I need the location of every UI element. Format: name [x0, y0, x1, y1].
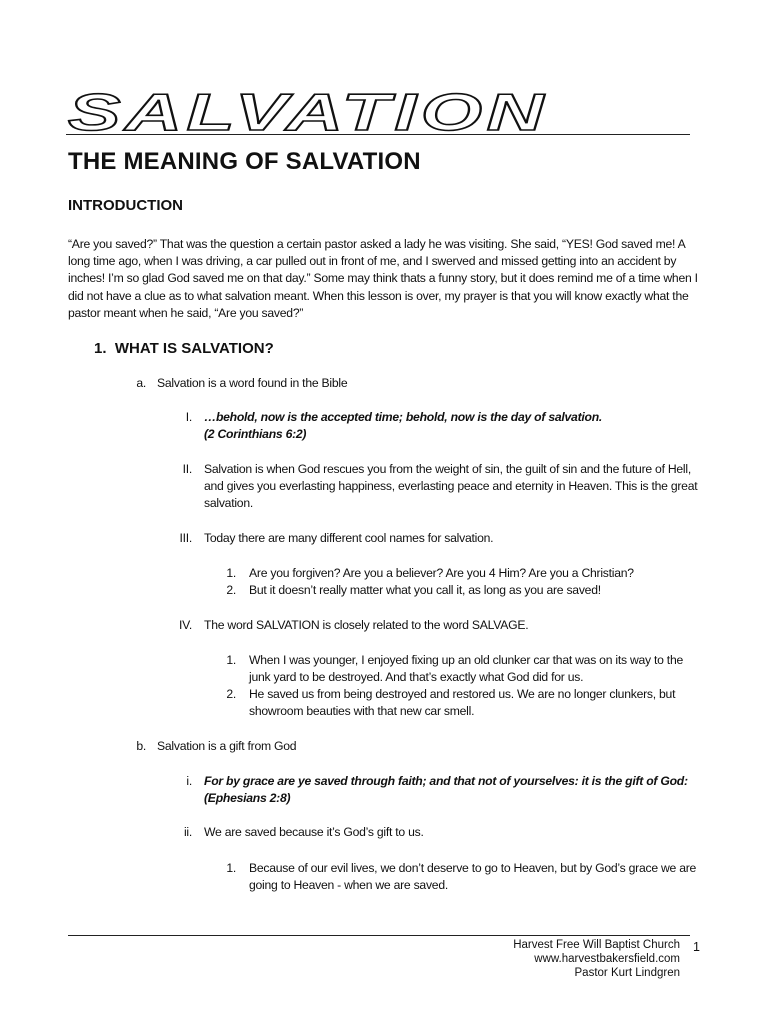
item-III-2-marker: 2. — [226, 583, 236, 597]
item-IV-text: The word SALVATION is closely related to the word SALVAGE. — [204, 618, 529, 632]
item-III-marker: III. — [179, 531, 192, 545]
item-II-text: Salvation is when God rescues you from the weight of sin, the guilt of sin and the future of Hell, and gives you everlasting happiness, everlasting peace and eternity in Heaven. This is the great salvation. — [204, 462, 698, 511]
item-ii-1-text: Because of our evil lives, we don’t deserve to go to Heaven, but by God’s grace we are going to Heaven - when we are saved. — [249, 861, 697, 893]
item-i-verse: For by grace are ye saved through faith; and that not of yourselves: it is the gift of God: (Ephesians 2:8) — [204, 774, 688, 806]
item-III-2-text: But it doesn’t really matter what you call it, as long as you are saved! — [249, 583, 601, 597]
item-III-1-text: Are you forgiven? Are you a believer? Are you 4 Him? Are you a Christian? — [249, 566, 634, 580]
item-ii-marker: ii. — [183, 825, 192, 839]
section-heading-text: WHAT IS SALVATION? — [114, 340, 274, 357]
footer-church: Harvest Free Will Baptist Church — [513, 939, 680, 951]
item-I-reference: (2 Corinthians 6:2) — [204, 427, 307, 441]
item-III-1-marker: 1. — [226, 566, 236, 580]
item-IV-2-text: He saved us from being destroyed and restored us. We are no longer clunkers, but showroom beauties with that new car smell. — [249, 687, 676, 719]
item-i-marker: i. — [186, 774, 192, 788]
item-ii-text: We are saved because it’s God’s gift to us. — [204, 825, 424, 839]
item-ii-1-marker: 1. — [226, 861, 236, 875]
footer-rule — [68, 935, 690, 936]
page-number: 1 — [693, 940, 700, 954]
item-IV-2-marker: 2. — [226, 687, 236, 701]
item-b-marker: b. — [136, 739, 146, 753]
section-number: 1. — [94, 340, 107, 357]
footer — [513, 938, 680, 980]
salvation-banner — [66, 84, 690, 140]
item-II-marker: II. — [182, 462, 192, 476]
item-a-marker: a. — [136, 376, 146, 390]
intro-heading: INTRODUCTION — [68, 197, 183, 214]
item-IV-marker: IV. — [178, 618, 192, 632]
footer-website: www.harvestbakersfield.com — [534, 953, 680, 965]
footer-pastor: Pastor Kurt Lindgren — [574, 967, 680, 979]
item-a-text: Salvation is a word found in the Bible — [157, 376, 348, 390]
item-IV-1-marker: 1. — [226, 653, 236, 667]
item-I-marker: I. — [185, 410, 192, 424]
header-rule — [66, 134, 690, 135]
item-IV-1-text: When I was younger, I enjoyed fixing up an old clunker car that was on its way to the junk yard to be destroyed. And that’s exactly what God did for us. — [249, 653, 684, 685]
section-heading — [94, 340, 274, 357]
intro-paragraph: “Are you saved?” That was the question a certain pastor asked a lady he was visiting. She said, “YES! God saved me! A long time ago, when I was driving, a car pulled out in front of me, and I swerved and missed getting into an accident by inches! I’m so glad God saved me on that day.” Some may think thats a funny story, but it does remind me of a time when I did not have a clue as to what salvation meant. When this lesson is over, my prayer is that you will know exactly what the pastor meant when he said, “Are you saved?” — [68, 237, 698, 320]
item-I-verse: …behold, now is the accepted time; behold, now is the day of salvation. — [204, 410, 603, 424]
page-title: THE MEANING OF SALVATION — [68, 148, 421, 175]
item-b-text: Salvation is a gift from God — [157, 739, 297, 753]
item-III-text: Today there are many different cool names for salvation. — [204, 531, 494, 545]
banner-text: SALVATION — [68, 84, 548, 140]
